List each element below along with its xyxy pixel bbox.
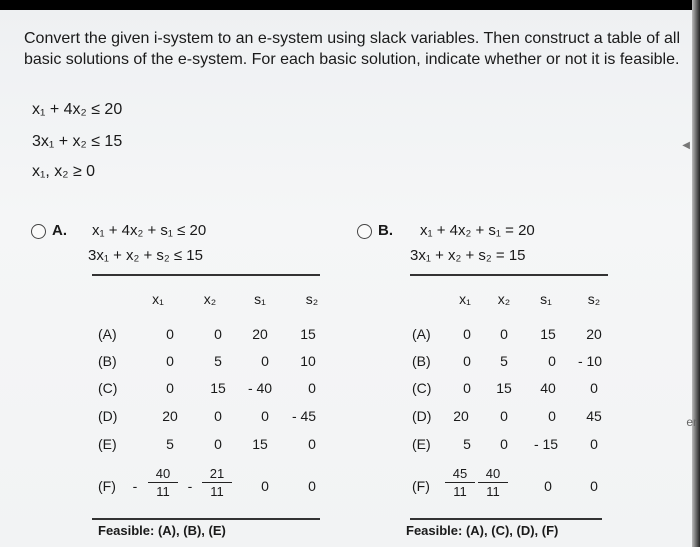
table-cell: 0 xyxy=(500,436,508,452)
table-cell: 0 xyxy=(544,478,552,494)
row-label: (C) xyxy=(412,380,432,396)
table-cell: 0 xyxy=(308,380,316,396)
fraction-numerator: 45 xyxy=(445,466,475,483)
table-cell: - 45 xyxy=(291,408,317,424)
fraction-sign: - xyxy=(187,478,193,494)
fraction-numerator: 21 xyxy=(202,466,232,483)
row-label: (D) xyxy=(412,408,432,424)
cut-off-side-text: er xyxy=(686,415,697,429)
option-b-feasible: Feasible: (A), (C), (D), (F) xyxy=(406,523,559,538)
option-a-header-s2: s₂ xyxy=(305,291,319,307)
table-cell: 5 xyxy=(463,436,471,452)
table-cell: 0 xyxy=(548,408,556,424)
row-label: (E) xyxy=(98,436,117,452)
table-cell: 0 xyxy=(261,408,269,424)
table-cell: 0 xyxy=(463,326,471,342)
table-cell: 15 xyxy=(252,436,268,452)
table-cell: 0 xyxy=(214,436,222,452)
table-cell: 0 xyxy=(548,353,556,369)
table-cell: 0 xyxy=(308,478,316,494)
table-cell: 0 xyxy=(590,380,598,396)
table-cell: 0 xyxy=(590,478,598,494)
table-cell: 0 xyxy=(261,353,269,369)
option-a-top-rule xyxy=(92,274,320,276)
row-label: (C) xyxy=(98,380,118,396)
table-cell: 20 xyxy=(586,326,602,342)
scroll-arrow-icon: ◀ xyxy=(682,140,690,151)
table-cell: 0 xyxy=(166,353,174,369)
option-a-header-x1: x₁ xyxy=(152,291,164,307)
fraction-x2 xyxy=(202,466,232,499)
table-cell: 0 xyxy=(463,380,471,396)
table-cell: - 40 xyxy=(247,380,273,396)
table-cell: 40 xyxy=(540,380,556,396)
table-cell: 20 xyxy=(162,408,178,424)
option-a-bottom-rule xyxy=(92,518,320,520)
table-cell: - 15 xyxy=(533,436,559,452)
table-cell: - 10 xyxy=(577,353,603,369)
fraction-denominator: 11 xyxy=(156,484,170,499)
option-b-equation-1: x₁ + 4x₂ + s₁ = 20 xyxy=(420,222,535,239)
table-cell: 15 xyxy=(210,380,226,396)
question-text: Convert the given i-system to an e-system using slack variables. Then construct a table of all basic solutions of the e-system. For each basic solution, indicate whether or not it is feasible. xyxy=(24,30,681,68)
option-b-header-x1: x₁ xyxy=(459,291,471,307)
table-cell: 0 xyxy=(590,436,598,452)
table-cell: 0 xyxy=(214,408,222,424)
row-label: (B) xyxy=(412,353,431,369)
option-a-header-s1: s₁ xyxy=(254,291,266,307)
table-cell: 0 xyxy=(500,408,508,424)
photo-top-edge xyxy=(0,0,700,10)
option-b-header-s2: s₂ xyxy=(587,291,601,307)
option-a-equation-1: x₁ + 4x₂ + s₁ ≤ 20 xyxy=(92,222,207,239)
fraction-sign: - xyxy=(132,478,138,494)
option-a-radio[interactable] xyxy=(31,224,46,239)
row-label: (A) xyxy=(412,326,431,342)
row-label: (F) xyxy=(412,478,430,494)
constraint-1: x₁ + 4x₂ ≤ 20 xyxy=(32,101,123,118)
table-cell: 10 xyxy=(300,353,316,369)
fraction-x1 xyxy=(445,466,475,499)
option-b-equation-2: 3x₁ + x₂ + s₂ = 15 xyxy=(410,247,526,264)
table-cell: 0 xyxy=(463,353,471,369)
row-label: (B) xyxy=(98,353,117,369)
table-cell: 0 xyxy=(166,380,174,396)
table-cell: 15 xyxy=(300,326,316,342)
table-cell: 45 xyxy=(586,408,602,424)
option-a-equation-2: 3x₁ + x₂ + s₂ ≤ 15 xyxy=(88,247,203,264)
constraint-2: 3x₁ + x₂ ≤ 15 xyxy=(32,133,123,150)
option-a-label: A. xyxy=(52,222,67,239)
table-cell: 20 xyxy=(252,326,268,342)
row-label: (F) xyxy=(98,478,116,494)
row-label: (A) xyxy=(98,326,117,342)
table-cell: 15 xyxy=(496,380,512,396)
table-cell: 5 xyxy=(500,353,508,369)
fraction-denominator: 11 xyxy=(210,484,224,499)
fraction-numerator: 40 xyxy=(148,466,178,483)
photo-right-edge xyxy=(692,0,700,547)
constraint-nonneg: x₁, x₂ ≥ 0 xyxy=(32,163,96,180)
table-cell: 5 xyxy=(166,436,174,452)
table-cell: 5 xyxy=(214,353,222,369)
option-a-feasible: Feasible: (A), (B), (E) xyxy=(98,523,226,538)
option-a-header-x2: x₂ xyxy=(203,291,217,307)
table-cell: 0 xyxy=(308,436,316,452)
option-b-top-rule xyxy=(410,274,608,276)
fraction-numerator: 40 xyxy=(478,466,508,483)
fraction-x2 xyxy=(478,466,508,499)
row-label: (E) xyxy=(412,436,431,452)
option-b-header-x2: x₂ xyxy=(497,291,511,307)
option-b-label: B. xyxy=(378,222,393,239)
table-cell: 0 xyxy=(261,478,269,494)
table-cell: 0 xyxy=(166,326,174,342)
option-b-radio[interactable] xyxy=(357,224,372,239)
table-cell: 15 xyxy=(540,326,556,342)
table-cell: 20 xyxy=(453,408,469,424)
fraction-denominator: 11 xyxy=(453,484,467,499)
fraction-x1 xyxy=(148,466,178,499)
option-b-header-s1: s₁ xyxy=(540,291,552,307)
row-label: (D) xyxy=(98,408,118,424)
fraction-denominator: 11 xyxy=(486,484,500,499)
table-cell: 0 xyxy=(500,326,508,342)
option-b-bottom-rule xyxy=(410,518,602,520)
table-cell: 0 xyxy=(214,326,222,342)
